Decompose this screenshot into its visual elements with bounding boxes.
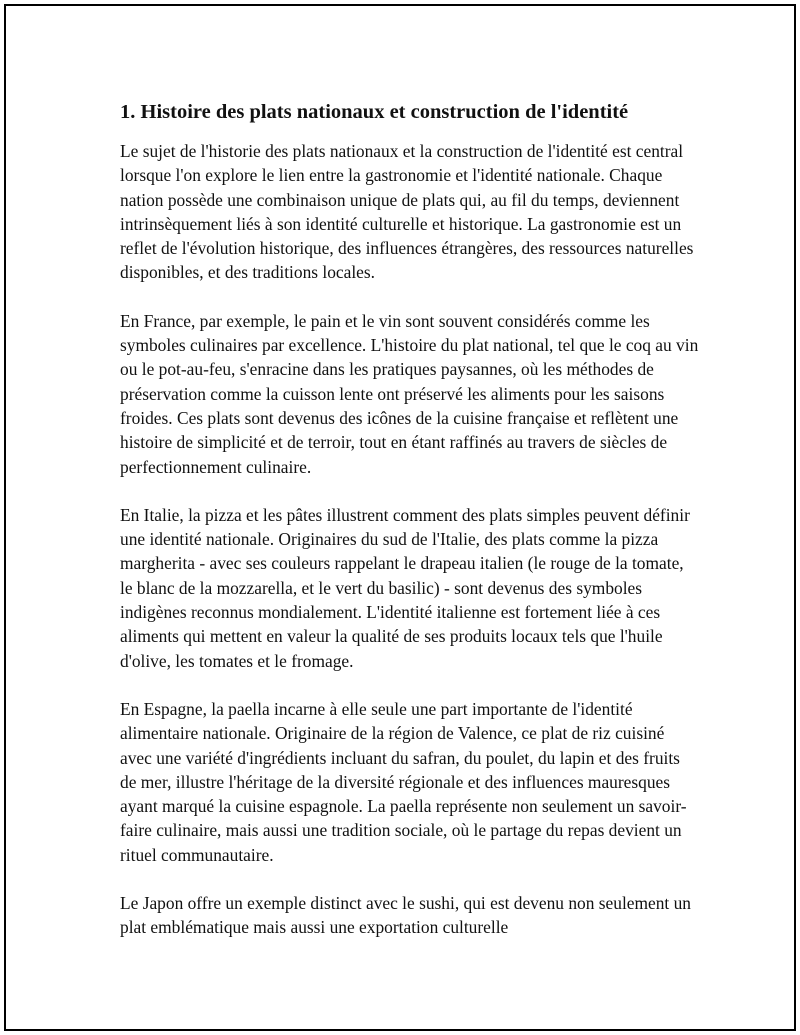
page-frame <box>4 4 796 1031</box>
paragraph-intro: Le sujet de l'historie des plats nationaux et la construction de l'identité est central lorsque l'on explore le lien entre la gastronomie et l'identité nationale. Chaque nation possède une combinaison unique de plats qui, au fil du temps, deviennent intrinsèquement liés à son identité culturelle et historique. La gastronomie est un reflet de l'évolution historique, des influences étrangères, des ressources naturelles disponibles, et des traditions locales. <box>120 141 694 283</box>
paragraph-japan: Le Japon offre un exemple distinct avec le sushi, qui est devenu non seulement un plat emblématique mais aussi une exportation culturelle <box>120 893 692 938</box>
paragraph-france: En France, par exemple, le pain et le vin sont souvent considérés comme les symboles culinaires par excellence. L'histoire du plat national, tel que le coq au vin ou le pot-au-feu, s'enracine dans les pratiques paysannes, où les méthodes de préservation comme la cuisson lente ont préservé les aliments pour les saisons froides. Ces plats sont devenus des icônes de la cuisine française et reflètent une histoire de simplicité et de terroir, tout en étant raffinés au travers de siècles de perfectionnement culinaire. <box>120 310 699 477</box>
section-heading: 1. Histoire des plats nationaux et construction de l'identité <box>120 101 629 123</box>
paragraph-italy: En Italie, la pizza et les pâtes illustrent comment des plats simples peuvent définir une identité nationale. Originaires du sud de l'Italie, des plats comme la pizza margherita - avec ses couleurs rappelant le drapeau italien (le rouge de la tomate, le blanc de la mozzarella, et le vert du basilic) - sont devenus des symboles indigènes reconnus mondialement. L'identité italienne est fortement liée à ces aliments qui mettent en valeur la qualité de ses produits locaux tels que l'huile d'olive, les tomates et le fromage. <box>120 504 690 671</box>
document-body <box>120 98 700 964</box>
paragraph-spain: En Espagne, la paella incarne à elle seule une part importante de l'identité alimentaire nationale. Originaire de la région de Valence, ce plat de riz cuisiné avec une variété d'ingrédients incluant du safran, du poulet, du lapin et des fruits de mer, illustre l'héritage de la diversité régionale et des influences mauresques ayant marqué la cuisine espagnole. La paella représente non seulement un savoir-faire culinaire, mais aussi une tradition sociale, où le partage du repas devient un rituel communautaire. <box>120 698 687 865</box>
